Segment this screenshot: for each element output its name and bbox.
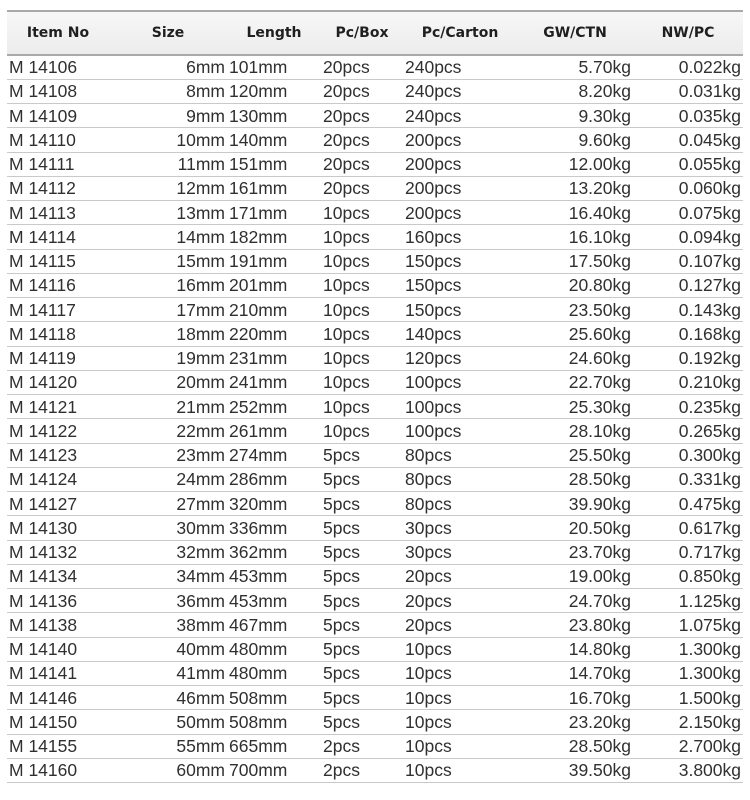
header-nw-pc: NW/PC <box>633 11 743 55</box>
gw-ctn-cell: 5.70kg <box>517 55 633 79</box>
gw-ctn-cell: 16.10kg <box>517 225 633 249</box>
size-cell: 30mm <box>109 516 227 540</box>
table-row <box>7 370 743 394</box>
pc-carton-cell: 200pcs <box>403 176 517 200</box>
pc-box-cell: 5pcs <box>321 589 403 613</box>
pc-box-cell: 10pcs <box>321 249 403 273</box>
pc-box-cell: 5pcs <box>321 637 403 661</box>
table-row <box>7 710 743 734</box>
nw-pc-cell: 0.094kg <box>633 225 743 249</box>
pc-carton-cell: 10pcs <box>403 710 517 734</box>
length-cell: 182mm <box>227 225 321 249</box>
size-cell: 60mm <box>109 758 227 782</box>
item-no-cell: M 14134 <box>7 564 109 588</box>
item-no-cell: M 14119 <box>7 346 109 370</box>
gw-ctn-cell: 28.10kg <box>517 419 633 443</box>
table-row <box>7 661 743 685</box>
item-no-cell: M 14146 <box>7 686 109 710</box>
length-cell: 336mm <box>227 516 321 540</box>
size-cell: 6mm <box>109 55 227 79</box>
item-no-cell: M 14150 <box>7 710 109 734</box>
table-row <box>7 395 743 419</box>
table-row <box>7 322 743 346</box>
gw-ctn-cell: 8.20kg <box>517 79 633 103</box>
pc-carton-cell: 10pcs <box>403 686 517 710</box>
gw-ctn-cell: 16.40kg <box>517 201 633 225</box>
size-cell: 23mm <box>109 443 227 467</box>
table-row <box>7 492 743 516</box>
size-cell: 15mm <box>109 249 227 273</box>
item-no-cell: M 14120 <box>7 370 109 394</box>
pc-carton-cell: 100pcs <box>403 370 517 394</box>
nw-pc-cell: 0.850kg <box>633 564 743 588</box>
pc-box-cell: 10pcs <box>321 298 403 322</box>
length-cell: 261mm <box>227 419 321 443</box>
nw-pc-cell: 0.022kg <box>633 55 743 79</box>
gw-ctn-cell: 14.70kg <box>517 661 633 685</box>
item-no-cell: M 14115 <box>7 249 109 273</box>
gw-ctn-cell: 28.50kg <box>517 467 633 491</box>
size-cell: 32mm <box>109 540 227 564</box>
pc-carton-cell: 30pcs <box>403 516 517 540</box>
length-cell: 286mm <box>227 467 321 491</box>
nw-pc-cell: 0.210kg <box>633 370 743 394</box>
length-cell: 201mm <box>227 273 321 297</box>
length-cell: 320mm <box>227 492 321 516</box>
gw-ctn-cell: 20.50kg <box>517 516 633 540</box>
item-no-cell: M 14109 <box>7 104 109 128</box>
table-body <box>7 55 743 783</box>
spec-table <box>7 10 743 783</box>
table-row <box>7 467 743 491</box>
table-row <box>7 734 743 758</box>
pc-carton-cell: 140pcs <box>403 322 517 346</box>
size-cell: 22mm <box>109 419 227 443</box>
item-no-cell: M 14160 <box>7 758 109 782</box>
gw-ctn-cell: 39.50kg <box>517 758 633 782</box>
length-cell: 171mm <box>227 201 321 225</box>
pc-carton-cell: 30pcs <box>403 540 517 564</box>
pc-carton-cell: 100pcs <box>403 395 517 419</box>
size-cell: 10mm <box>109 128 227 152</box>
nw-pc-cell: 2.150kg <box>633 710 743 734</box>
item-no-cell: M 14140 <box>7 637 109 661</box>
header-size: Size <box>109 11 227 55</box>
size-cell: 16mm <box>109 273 227 297</box>
item-no-cell: M 14141 <box>7 661 109 685</box>
length-cell: 508mm <box>227 710 321 734</box>
pc-box-cell: 5pcs <box>321 540 403 564</box>
pc-carton-cell: 80pcs <box>403 443 517 467</box>
nw-pc-cell: 0.168kg <box>633 322 743 346</box>
size-cell: 24mm <box>109 467 227 491</box>
item-no-cell: M 14123 <box>7 443 109 467</box>
nw-pc-cell: 0.235kg <box>633 395 743 419</box>
gw-ctn-cell: 20.80kg <box>517 273 633 297</box>
item-no-cell: M 14113 <box>7 201 109 225</box>
pc-carton-cell: 10pcs <box>403 734 517 758</box>
pc-box-cell: 20pcs <box>321 55 403 79</box>
table-row <box>7 589 743 613</box>
length-cell: 480mm <box>227 637 321 661</box>
item-no-cell: M 14121 <box>7 395 109 419</box>
size-cell: 55mm <box>109 734 227 758</box>
header-length: Length <box>227 11 321 55</box>
pc-box-cell: 2pcs <box>321 758 403 782</box>
item-no-cell: M 14117 <box>7 298 109 322</box>
nw-pc-cell: 0.617kg <box>633 516 743 540</box>
gw-ctn-cell: 23.80kg <box>517 613 633 637</box>
nw-pc-cell: 0.127kg <box>633 273 743 297</box>
pc-carton-cell: 240pcs <box>403 79 517 103</box>
table-row <box>7 249 743 273</box>
gw-ctn-cell: 13.20kg <box>517 176 633 200</box>
pc-carton-cell: 240pcs <box>403 55 517 79</box>
pc-box-cell: 20pcs <box>321 104 403 128</box>
length-cell: 120mm <box>227 79 321 103</box>
pc-box-cell: 5pcs <box>321 564 403 588</box>
pc-carton-cell: 10pcs <box>403 758 517 782</box>
nw-pc-cell: 3.800kg <box>633 758 743 782</box>
item-no-cell: M 14136 <box>7 589 109 613</box>
pc-carton-cell: 20pcs <box>403 613 517 637</box>
pc-box-cell: 5pcs <box>321 661 403 685</box>
length-cell: 231mm <box>227 346 321 370</box>
gw-ctn-cell: 22.70kg <box>517 370 633 394</box>
nw-pc-cell: 0.075kg <box>633 201 743 225</box>
length-cell: 453mm <box>227 564 321 588</box>
header-row <box>7 11 743 55</box>
pc-box-cell: 5pcs <box>321 443 403 467</box>
pc-box-cell: 20pcs <box>321 152 403 176</box>
table-row <box>7 79 743 103</box>
table-row <box>7 201 743 225</box>
nw-pc-cell: 1.125kg <box>633 589 743 613</box>
size-cell: 41mm <box>109 661 227 685</box>
table-row <box>7 686 743 710</box>
pc-box-cell: 10pcs <box>321 201 403 225</box>
table-row <box>7 152 743 176</box>
length-cell: 453mm <box>227 589 321 613</box>
nw-pc-cell: 0.035kg <box>633 104 743 128</box>
pc-carton-cell: 160pcs <box>403 225 517 249</box>
gw-ctn-cell: 23.20kg <box>517 710 633 734</box>
item-no-cell: M 14116 <box>7 273 109 297</box>
pc-carton-cell: 20pcs <box>403 564 517 588</box>
table-row <box>7 758 743 782</box>
length-cell: 467mm <box>227 613 321 637</box>
item-no-cell: M 14132 <box>7 540 109 564</box>
pc-box-cell: 10pcs <box>321 395 403 419</box>
pc-box-cell: 10pcs <box>321 370 403 394</box>
item-no-cell: M 14112 <box>7 176 109 200</box>
nw-pc-cell: 0.265kg <box>633 419 743 443</box>
header-pc-box: Pc/Box <box>321 11 403 55</box>
item-no-cell: M 14138 <box>7 613 109 637</box>
length-cell: 241mm <box>227 370 321 394</box>
header-pc-carton: Pc/Carton <box>403 11 517 55</box>
item-no-cell: M 14108 <box>7 79 109 103</box>
gw-ctn-cell: 24.60kg <box>517 346 633 370</box>
nw-pc-cell: 0.055kg <box>633 152 743 176</box>
pc-box-cell: 20pcs <box>321 79 403 103</box>
gw-ctn-cell: 23.50kg <box>517 298 633 322</box>
gw-ctn-cell: 25.30kg <box>517 395 633 419</box>
pc-carton-cell: 10pcs <box>403 661 517 685</box>
length-cell: 151mm <box>227 152 321 176</box>
pc-carton-cell: 80pcs <box>403 467 517 491</box>
table-row <box>7 540 743 564</box>
length-cell: 252mm <box>227 395 321 419</box>
size-cell: 13mm <box>109 201 227 225</box>
gw-ctn-cell: 39.90kg <box>517 492 633 516</box>
pc-carton-cell: 200pcs <box>403 201 517 225</box>
size-cell: 27mm <box>109 492 227 516</box>
pc-box-cell: 5pcs <box>321 516 403 540</box>
pc-carton-cell: 200pcs <box>403 152 517 176</box>
pc-box-cell: 20pcs <box>321 128 403 152</box>
table-row <box>7 346 743 370</box>
pc-carton-cell: 150pcs <box>403 273 517 297</box>
gw-ctn-cell: 9.60kg <box>517 128 633 152</box>
gw-ctn-cell: 24.70kg <box>517 589 633 613</box>
nw-pc-cell: 0.300kg <box>633 443 743 467</box>
pc-box-cell: 10pcs <box>321 225 403 249</box>
size-cell: 8mm <box>109 79 227 103</box>
gw-ctn-cell: 19.00kg <box>517 564 633 588</box>
length-cell: 130mm <box>227 104 321 128</box>
length-cell: 665mm <box>227 734 321 758</box>
gw-ctn-cell: 12.00kg <box>517 152 633 176</box>
item-no-cell: M 14122 <box>7 419 109 443</box>
pc-box-cell: 10pcs <box>321 273 403 297</box>
pc-box-cell: 10pcs <box>321 322 403 346</box>
nw-pc-cell: 2.700kg <box>633 734 743 758</box>
length-cell: 362mm <box>227 540 321 564</box>
pc-box-cell: 10pcs <box>321 419 403 443</box>
length-cell: 210mm <box>227 298 321 322</box>
size-cell: 14mm <box>109 225 227 249</box>
table-row <box>7 225 743 249</box>
table-row <box>7 516 743 540</box>
pc-carton-cell: 200pcs <box>403 128 517 152</box>
pc-box-cell: 20pcs <box>321 176 403 200</box>
size-cell: 19mm <box>109 346 227 370</box>
pc-carton-cell: 20pcs <box>403 589 517 613</box>
item-no-cell: M 14155 <box>7 734 109 758</box>
pc-carton-cell: 100pcs <box>403 419 517 443</box>
item-no-cell: M 14130 <box>7 516 109 540</box>
gw-ctn-cell: 25.50kg <box>517 443 633 467</box>
nw-pc-cell: 0.475kg <box>633 492 743 516</box>
length-cell: 220mm <box>227 322 321 346</box>
size-cell: 18mm <box>109 322 227 346</box>
length-cell: 508mm <box>227 686 321 710</box>
length-cell: 274mm <box>227 443 321 467</box>
gw-ctn-cell: 28.50kg <box>517 734 633 758</box>
table-row <box>7 637 743 661</box>
size-cell: 9mm <box>109 104 227 128</box>
pc-box-cell: 5pcs <box>321 613 403 637</box>
length-cell: 101mm <box>227 55 321 79</box>
table-row <box>7 176 743 200</box>
nw-pc-cell: 1.075kg <box>633 613 743 637</box>
size-cell: 20mm <box>109 370 227 394</box>
gw-ctn-cell: 23.70kg <box>517 540 633 564</box>
pc-carton-cell: 10pcs <box>403 637 517 661</box>
nw-pc-cell: 0.192kg <box>633 346 743 370</box>
gw-ctn-cell: 9.30kg <box>517 104 633 128</box>
length-cell: 480mm <box>227 661 321 685</box>
table-row <box>7 564 743 588</box>
size-cell: 46mm <box>109 686 227 710</box>
size-cell: 40mm <box>109 637 227 661</box>
header-gw-ctn: GW/CTN <box>517 11 633 55</box>
item-no-cell: M 14106 <box>7 55 109 79</box>
pc-box-cell: 5pcs <box>321 710 403 734</box>
size-cell: 11mm <box>109 152 227 176</box>
size-cell: 36mm <box>109 589 227 613</box>
pc-carton-cell: 120pcs <box>403 346 517 370</box>
nw-pc-cell: 0.143kg <box>633 298 743 322</box>
size-cell: 50mm <box>109 710 227 734</box>
item-no-cell: M 14118 <box>7 322 109 346</box>
gw-ctn-cell: 17.50kg <box>517 249 633 273</box>
size-cell: 17mm <box>109 298 227 322</box>
item-no-cell: M 14127 <box>7 492 109 516</box>
length-cell: 140mm <box>227 128 321 152</box>
nw-pc-cell: 0.331kg <box>633 467 743 491</box>
pc-carton-cell: 80pcs <box>403 492 517 516</box>
gw-ctn-cell: 16.70kg <box>517 686 633 710</box>
table-row <box>7 443 743 467</box>
table-row <box>7 55 743 79</box>
pc-carton-cell: 150pcs <box>403 298 517 322</box>
nw-pc-cell: 1.500kg <box>633 686 743 710</box>
item-no-cell: M 14124 <box>7 467 109 491</box>
nw-pc-cell: 1.300kg <box>633 637 743 661</box>
pc-carton-cell: 150pcs <box>403 249 517 273</box>
length-cell: 700mm <box>227 758 321 782</box>
nw-pc-cell: 1.300kg <box>633 661 743 685</box>
table-row <box>7 273 743 297</box>
nw-pc-cell: 0.045kg <box>633 128 743 152</box>
pc-box-cell: 5pcs <box>321 492 403 516</box>
table-row <box>7 104 743 128</box>
table-row <box>7 298 743 322</box>
length-cell: 191mm <box>227 249 321 273</box>
gw-ctn-cell: 25.60kg <box>517 322 633 346</box>
table-row <box>7 128 743 152</box>
nw-pc-cell: 0.031kg <box>633 79 743 103</box>
size-cell: 12mm <box>109 176 227 200</box>
pc-box-cell: 5pcs <box>321 467 403 491</box>
size-cell: 21mm <box>109 395 227 419</box>
table-row <box>7 613 743 637</box>
item-no-cell: M 14111 <box>7 152 109 176</box>
gw-ctn-cell: 14.80kg <box>517 637 633 661</box>
length-cell: 161mm <box>227 176 321 200</box>
size-cell: 38mm <box>109 613 227 637</box>
item-no-cell: M 14114 <box>7 225 109 249</box>
table-row <box>7 419 743 443</box>
nw-pc-cell: 0.107kg <box>633 249 743 273</box>
pc-box-cell: 5pcs <box>321 686 403 710</box>
nw-pc-cell: 0.717kg <box>633 540 743 564</box>
header-item-no: Item No <box>7 11 109 55</box>
pc-box-cell: 10pcs <box>321 346 403 370</box>
pc-carton-cell: 240pcs <box>403 104 517 128</box>
item-no-cell: M 14110 <box>7 128 109 152</box>
size-cell: 34mm <box>109 564 227 588</box>
nw-pc-cell: 0.060kg <box>633 176 743 200</box>
pc-box-cell: 2pcs <box>321 734 403 758</box>
